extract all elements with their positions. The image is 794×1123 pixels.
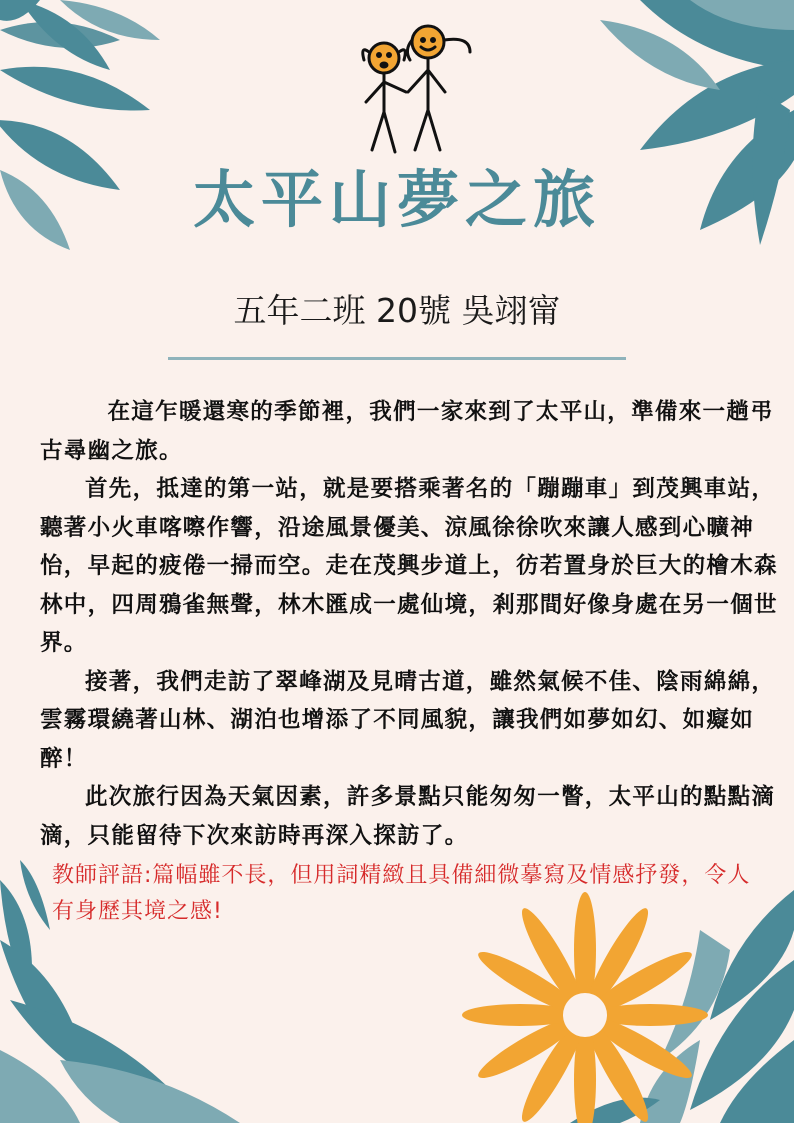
title-divider <box>168 357 626 360</box>
essay-body <box>40 393 782 855</box>
essay-paragraph: 此次旅行因為天氣因素，許多景點只能匆匆一瞥，太平山的點點滴滴，只能留待下次來訪時再深入探訪了。 <box>40 784 776 849</box>
author-byline: 五年二班 20號 吳翊甯 <box>233 291 561 330</box>
essay-paragraph: 在這乍暖還寒的季節裡，我們一家來到了太平山，準備來一趟弔古尋幽之旅。 <box>40 399 774 464</box>
essay-paragraph: 首先，抵達的第一站，就是要搭乘著名的「蹦蹦車」到茂興車站，聽著小火車喀嚓作響，沿途風景優美、涼風徐徐吹來讓人感到心曠神怡，早起的疲倦一掃而空。走在茂興步道上，彷若置身於巨大的檜木森林中，四周鴉雀無聲，林木匯成一處仙境，剎那間好像身處在另一個世界。 <box>40 476 778 656</box>
essay-paragraph: 接著，我們走訪了翠峰湖及見晴古道，雖然氣候不佳、陰雨綿綿，雲霧環繞著山林、湖泊也增添了不同風貌，讓我們如夢如幻、如癡如醉！ <box>40 668 776 772</box>
teacher-comment-text: 教師評語:篇幅雖不長，但用詞精緻且具備細微摹寫及情感抒發，令人有身歷其境之感! <box>52 863 751 924</box>
stick-figures-illustration <box>363 26 470 152</box>
teacher-comment <box>52 858 764 930</box>
page-title: 太平山夢之旅 <box>192 163 601 236</box>
